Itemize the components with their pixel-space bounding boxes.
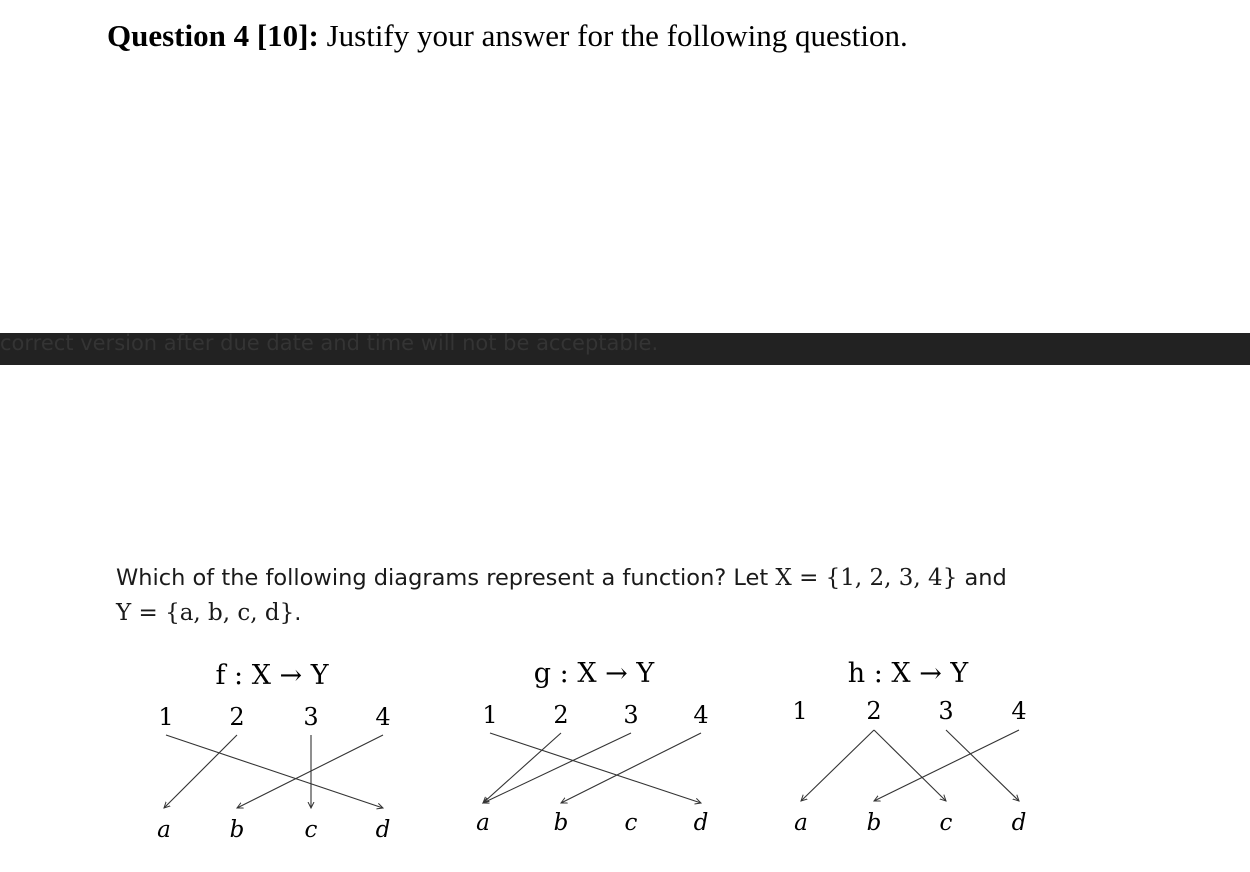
diagram-f-domain-2: 2 bbox=[229, 703, 245, 731]
diagram-f-title: f : X → Y bbox=[215, 660, 329, 691]
diagram-h-codomain-a: a bbox=[794, 810, 808, 836]
diagram-h-domain-2: 2 bbox=[866, 697, 882, 725]
prompt-conjunction: and bbox=[964, 565, 1007, 591]
diagram-g-codomain-d: d bbox=[693, 810, 709, 836]
diagram-h-arrow-4-b bbox=[874, 730, 1019, 801]
diagram-f-codomain-d: d bbox=[375, 817, 391, 843]
diagram-g-codomain-b: b bbox=[553, 810, 569, 836]
diagram-g-domain-2: 2 bbox=[553, 701, 569, 729]
diagram-g-codomain-a: a bbox=[476, 810, 490, 836]
diagram-h-arrow-2-c bbox=[874, 730, 946, 801]
diagram-f-arrow-4-b bbox=[237, 735, 383, 808]
diagram-f-domain-3: 3 bbox=[303, 703, 319, 731]
diagram-g-arrow-4-b bbox=[561, 733, 701, 803]
diagram-h-domain-4: 4 bbox=[1011, 697, 1027, 725]
diagram-h-title: h : X → Y bbox=[847, 658, 969, 689]
prompt-text: Which of the following diagrams represent a function? Let bbox=[116, 565, 769, 591]
diagram-g-domain-4: 4 bbox=[693, 701, 709, 729]
diagram-g-domain-1: 1 bbox=[482, 701, 498, 729]
diagram-h-domain-1: 1 bbox=[792, 697, 808, 725]
prompt-end: . bbox=[294, 600, 302, 626]
diagram-g-codomain-c: c bbox=[624, 810, 638, 836]
diagram-f-arrow-1-d bbox=[166, 735, 383, 808]
diagram-f-arrow-2-a bbox=[164, 735, 237, 808]
banner-text: correct version after due date and time will not be acceptable. bbox=[0, 331, 659, 355]
diagram-g-domain-3: 3 bbox=[623, 701, 639, 729]
diagram-g-arrow-3-a bbox=[483, 733, 631, 803]
diagram-f-domain-1: 1 bbox=[158, 703, 174, 731]
diagram-g-title: g : X → Y bbox=[533, 658, 655, 689]
diagram-f-domain-4: 4 bbox=[375, 703, 391, 731]
question-instruction: Justify your answer for the following question. bbox=[326, 18, 908, 53]
diagram-f-codomain-c: c bbox=[304, 817, 318, 843]
diagram-f-codomain-a: a bbox=[157, 817, 171, 843]
x-set: X = {1, 2, 3, 4} bbox=[775, 565, 958, 591]
diagram-h-codomain-c: c bbox=[939, 810, 953, 836]
diagram-f-codomain-b: b bbox=[229, 817, 245, 843]
diagram-h-domain-3: 3 bbox=[938, 697, 954, 725]
diagram-h-arrow-2-a bbox=[801, 730, 874, 801]
diagram-h-codomain-b: b bbox=[866, 810, 882, 836]
diagram-h-codomain-d: d bbox=[1011, 810, 1027, 836]
diagram-h-arrow-3-d bbox=[946, 730, 1019, 801]
question-label: Question 4 [10]: bbox=[107, 18, 319, 53]
y-set: Y = {a, b, c, d} bbox=[116, 600, 295, 626]
